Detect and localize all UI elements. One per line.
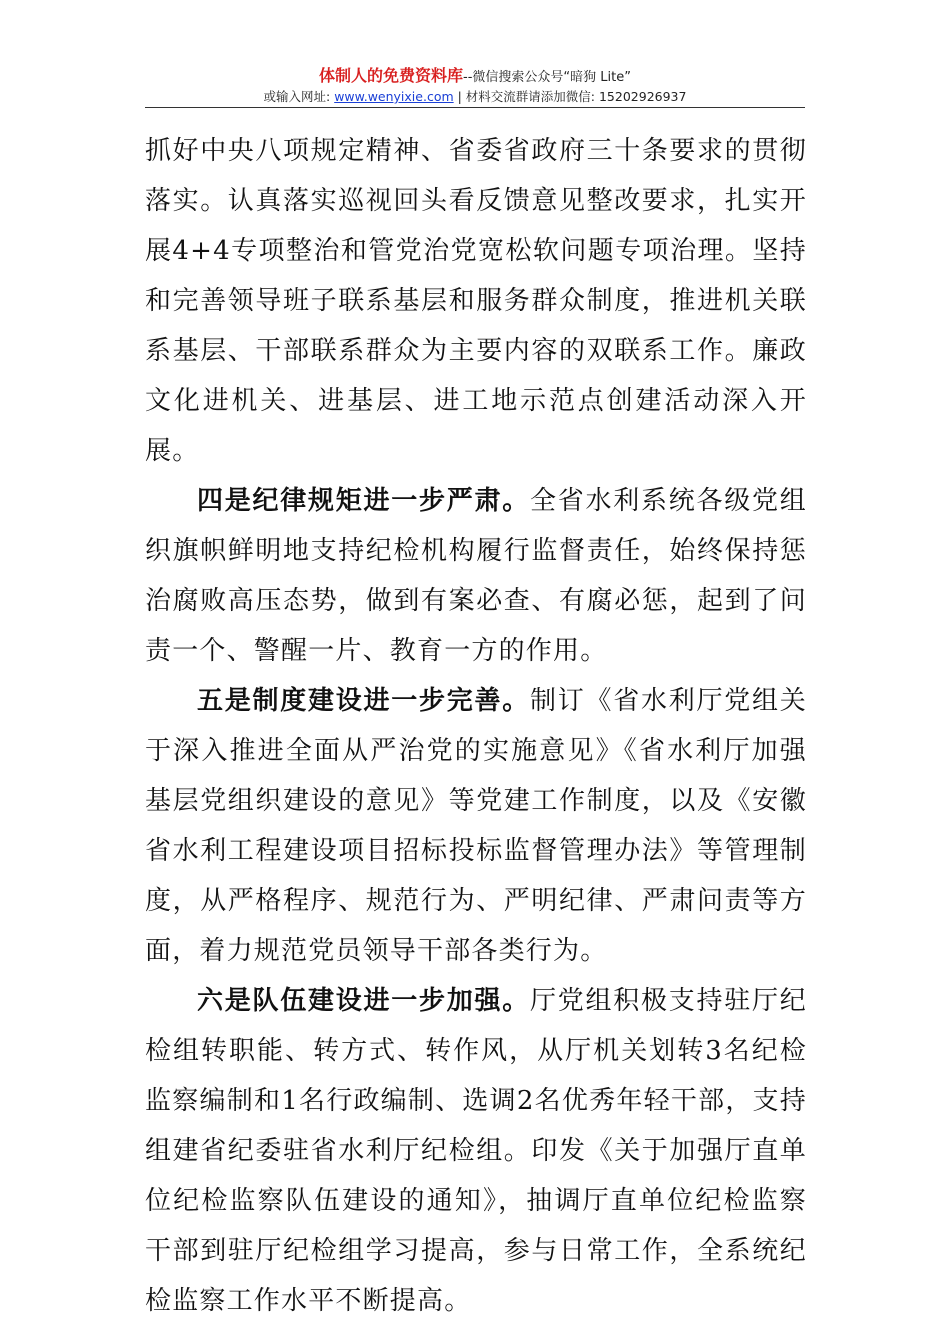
header-tagline: --微信搜索公众号“暗狗 Lite” (463, 70, 631, 85)
page-header (145, 66, 805, 106)
paragraph-team-building (145, 976, 807, 1326)
document-body (145, 126, 807, 1326)
header-title-line (145, 66, 805, 88)
header-contact: | 材料交流群请添加微信: 15202926937 (453, 89, 687, 104)
paragraph-continuation (145, 126, 807, 476)
header-divider (145, 107, 805, 108)
paragraph-heading: 六是队伍建设进一步加强。 (197, 986, 531, 1016)
header-contact-line (145, 88, 805, 106)
paragraph-institutions (145, 676, 807, 976)
paragraph-text: 抓好中央八项规定精神、省委省政府三十条要求的贯彻落实。认真落实巡视回头看反馈意见整改要求，扎实开展4+4专项整治和管党治党宽松软问题专项治理。坚持和完善领导班子联系基层和服务群众制度，推进机关联系基层、干部联系群众为主要内容的双联系工作。廉政文化进机关、进基层、进工地示范点创建活动深入开展。 (145, 136, 807, 466)
paragraph-heading: 四是纪律规矩进一步严肃。 (197, 486, 531, 516)
paragraph-text: 厅党组积极支持驻厅纪检组转职能、转方式、转作风，从厅机关划转3名纪检监察编制和1名行政编制、选调2名优秀年轻干部，支持组建省纪委驻省水利厅纪检组。印发《关于加强厅直单位纪检监察队伍建设的通知》，抽调厅直单位纪检监察干部到驻厅纪检组学习提高，参与日常工作，全系统纪检监察工作水平不断提高。 (145, 986, 807, 1316)
paragraph-text: 制订《省水利厅党组关于深入推进全面从严治党的实施意见》《省水利厅加强基层党组织建设的意见》等党建工作制度，以及《安徽省水利工程建设项目招标投标监督管理办法》等管理制度，从严格程序、规范行为、严明纪律、严肃问责等方面，着力规范党员领导干部各类行为。 (145, 686, 807, 966)
header-url-prefix: 或输入网址: (263, 89, 335, 104)
paragraph-discipline (145, 476, 807, 676)
paragraph-heading: 五是制度建设进一步完善。 (197, 686, 531, 716)
paragraph-text: 全省水利系统各级党组织旗帜鲜明地支持纪检机构履行监督责任，始终保持惩治腐败高压态势，做到有案必查、有腐必惩，起到了问责一个、警醒一片、教育一方的作用。 (145, 486, 807, 666)
header-brand: 体制人的免费资料库 (319, 66, 464, 85)
header-website-link[interactable]: www.wenyixie.com (334, 89, 454, 104)
